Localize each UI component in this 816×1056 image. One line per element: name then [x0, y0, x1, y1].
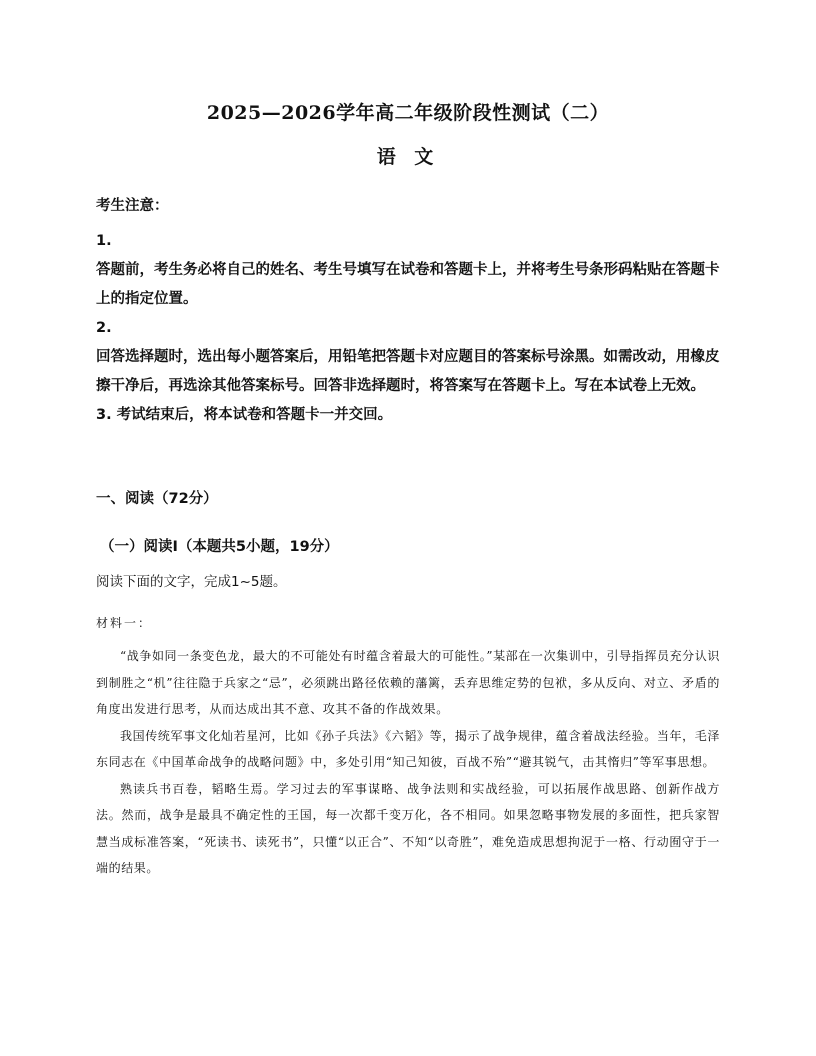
passage-paragraph: “战争如同一条变色龙，最大的不可能处有时蕴含着最大的可能性。”某部在一次集训中，引导指挥员充分认识到制胜之“机”往往隐于兵家之“忌”，必须跳出路径依赖的藩篱，丢弃思维定势的包袱，多从反向、对立、矛盾的角度出发进行思考，从而达成出其不意、攻其不备的作战效果。: [96, 649, 720, 716]
material-label: 材料一：: [96, 616, 153, 630]
notice-item-1-text: 答题前，考生务必将自己的姓名、考生号填写在试卷和答题卡上，并将考生号条形码粘贴在答题卡上的指定位置。: [96, 262, 720, 307]
notice-item-1-number: 1.: [96, 233, 112, 249]
notice-item-3-text: 3. 考试结束后，将本试卷和答题卡一并交回。: [96, 407, 393, 423]
notice-list: [96, 227, 728, 430]
section-reading-1-heading: （一）阅读Ⅰ（本题共5小题，19分）: [100, 539, 339, 555]
notice-item-2-number: 2.: [96, 320, 112, 336]
exam-title: 2025—2026学年高二年级阶段性测试（二）: [206, 102, 610, 124]
notice-item-2-text: 回答选择题时，选出每小题答案后，用铅笔把答题卡对应题目的答案标号涂黑。如需改动，用橡皮擦干净后，再选涂其他答案标号。回答非选择题时，将答案写在答题卡上。写在本试卷上无效。: [96, 349, 720, 394]
passage-paragraph: 熟读兵书百卷，韬略生焉。学习过去的军事谋略、战争法则和实战经验，可以拓展作战思路、创新作战方法。然而，战争是最具不确定性的王国，每一次都千变万化，各不相同。如果忽略事物发展的多面性，把兵家智慧当成标准答案，“死读书、读死书”，只懂“以正合”、不知“以奇胜”，难免造成思想拘泥于一格、行动囿守于一端的结果。: [96, 781, 720, 875]
passage-paragraph: 我国传统军事文化灿若星河，比如《孙子兵法》《六韬》等，揭示了战争规律，蕴含着战法经验。当年，毛泽东同志在《中国革命战争的战略问题》中，多处引用“知己知彼，百战不殆”“避其锐气，击其惰归”等军事思想。: [96, 728, 720, 769]
reading-instruction: 阅读下面的文字，完成1~5题。: [96, 574, 287, 590]
notice-heading: 考生注意：: [96, 198, 169, 214]
material-passage: [96, 643, 720, 882]
subject-title: 语 文: [376, 146, 440, 168]
section-reading-heading: 一、阅读（72分）: [96, 491, 218, 507]
